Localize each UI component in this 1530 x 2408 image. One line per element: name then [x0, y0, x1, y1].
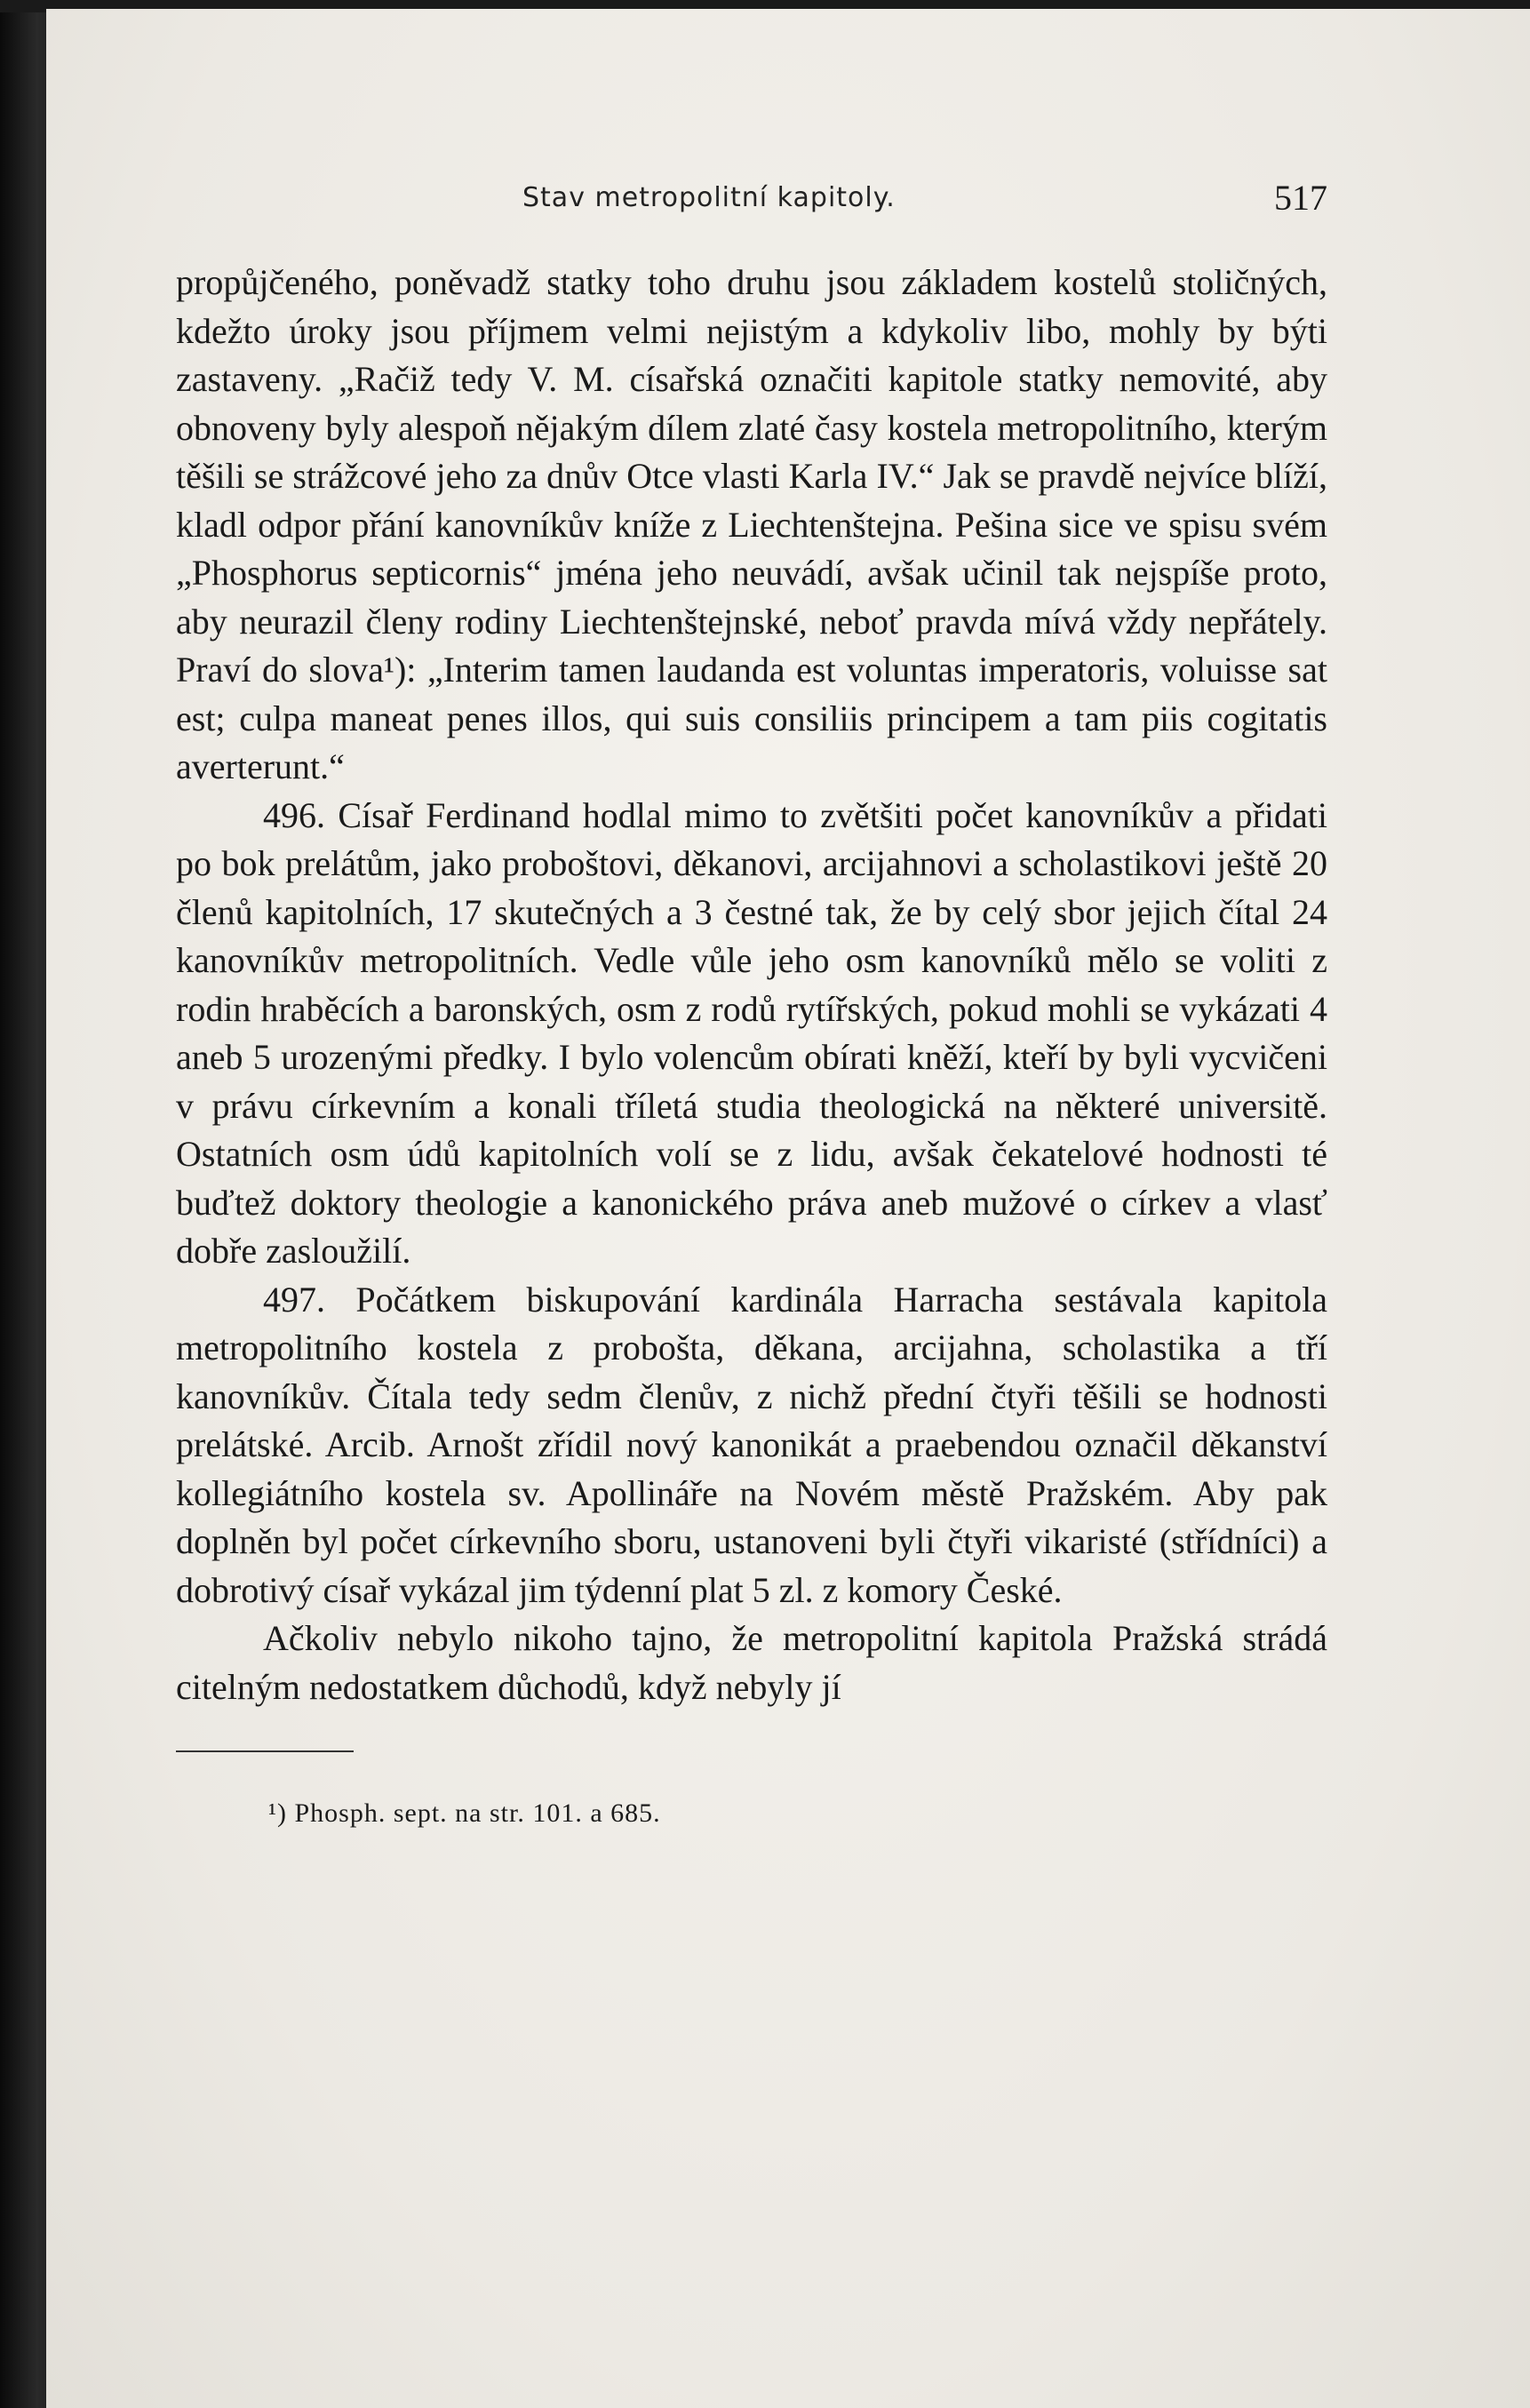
footnote-marker: ¹) — [268, 1798, 287, 1828]
page-number: 517 — [1274, 178, 1327, 218]
body-text — [176, 259, 1327, 1711]
footnote — [176, 1798, 1327, 1829]
page-content — [176, 178, 1327, 1829]
page-header — [176, 178, 1327, 227]
paragraph-496: 496. Císař Ferdinand hodlal mimo to zvětšiti počet kanovníkův a přidati po bok prelátům, jako proboštovi, děkanovi, arcijahnovi a scholastikovi ještě 20 členů kapitolních, 17 skutečných a 3 čestné tak, že by celý sbor jejich čítal 24 kanovníkův metropolitních. Vedle vůle jeho osm kanovníků mělo se voliti z rodin hraběcích a baronských, osm z rodů rytířských, pokud mohli se vykázati 4 aneb 5 urozenými předky. I bylo volencům obírati kněží, kteří by byli vycvičeni v právu církevním a konali tříletá studia theologická na některé universitě. Ostatních osm údů kapitolních volí se z lidu, avšak čekatelové hodnosti té buďtež doktory theologie a kanonického práva aneb mužové o církev a vlasť dobře zasloužilí. — [176, 794, 1327, 1271]
paragraph-4: Ačkoliv nebylo nikoho tajno, že metropolitní kapitola Pražská strádá citelným nedostatkem důchodů, když nebyly jí — [176, 1618, 1327, 1707]
running-title: Stav metropolitní kapitoly. — [522, 182, 896, 213]
book-page — [46, 9, 1530, 2408]
footnote-divider — [176, 1750, 354, 1752]
footnote-text: Phosph. sept. na str. 101. a 685. — [294, 1798, 661, 1828]
paragraph-1: propůjčeného, poněvadž statky toho druhu jsou základem kostelů stoličných, kdežto úroky jsou příjmem velmi nejistým a kdykoliv libo, mohly by býti zastaveny. „Račiž tedy V. M. císařská označiti kapitole statky nemovité, aby obnoveny byly alespoň nějakým dílem zlaté časy kostela metropolitního, kterým těšili se strážcové jeho za dnův Otce vlasti Karla IV.“ Jak se pravdě nejvíce blíží, kladl odpor přání kanovníkův kníže z Liechtenštejna. Pešina sice ve spisu svém „Phosphorus septicornis“ jména jeho neuvádí, avšak učinil tak nejspíše proto, aby neurazil členy rodiny Liechtenštejnské, neboť pravda mívá vždy nepřátely. Praví do slova¹): „Interim tamen laudanda est voluntas imperatoris, voluisse sat est; culpa maneat penes illos, qui suis consiliis principem a tam piis cogitatis averterunt.“ — [176, 262, 1327, 786]
paragraph-497: 497. Počátkem biskupování kardinála Harracha sestávala kapitola metropolitního kostela z probošta, děkana, arcijahna, scholastika a tří kanovníkův. Čítala tedy sedm členův, z nichž přední čtyři těšili se hodnosti prelátské. Arcib. Arnošt zřídil nový kanonikát a praebendou označil děkanství kollegiátního kostela sv. Apollináře na Novém městě Pražském. Aby pak doplněn byl počet církevního sboru, ustanoveni byli čtyři vikaristé (střídníci) a dobrotivý císař vykázal jim týdenní plat 5 zl. z komory České. — [176, 1279, 1327, 1610]
